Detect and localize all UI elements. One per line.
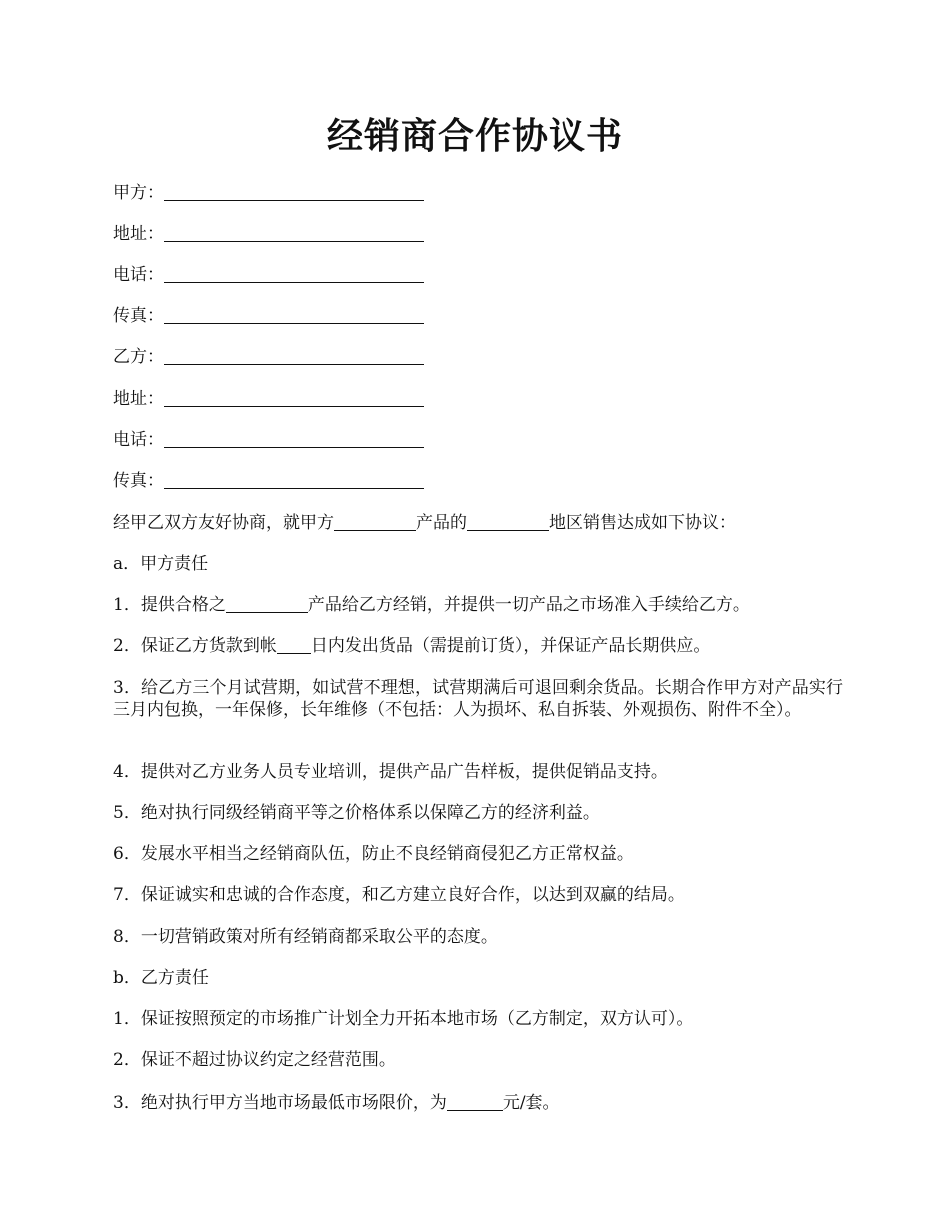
party-b-fax-field xyxy=(113,470,848,492)
field-label: 地址： xyxy=(113,224,164,244)
section-a-item-3: 3．给乙方三个月试营期，如试营不理想，试营期满后可退回剩余货品。长期合作甲方对产品实行三月内包换，一年保修，长年维修（不包括：人为损坏、私自拆装、外观损伤、附件不全）。 xyxy=(113,678,843,720)
item-text: 元/套。 xyxy=(502,1093,560,1113)
fill-blank xyxy=(164,306,424,324)
fill-blank xyxy=(164,389,424,407)
fill-blank xyxy=(164,347,424,365)
fill-blank xyxy=(164,183,424,201)
document-title: 经销商合作协议书 xyxy=(326,115,623,157)
section-b-item-1: 1．保证按照预定的市场推广计划全力开拓本地市场（乙方制定，双方认可）。 xyxy=(113,1009,694,1029)
fill-blank xyxy=(467,513,549,531)
section-a-item-7: 7．保证诚实和忠诚的合作态度，和乙方建立良好合作，以达到双赢的结局。 xyxy=(113,885,685,905)
section-a-item-6: 6．发展水平相当之经销商队伍，防止不良经销商侵犯乙方正常权益。 xyxy=(113,844,634,864)
party-b-name-field xyxy=(113,346,848,368)
item-text: 3．绝对执行甲方当地市场最低市场限价，为 xyxy=(113,1093,447,1113)
fill-blank xyxy=(164,224,424,242)
field-label: 甲方： xyxy=(113,183,164,203)
section-a-item-1 xyxy=(113,594,848,616)
field-label: 传真： xyxy=(113,306,164,326)
intro-text-3: 地区销售达成如下协议： xyxy=(549,513,736,533)
fill-blank xyxy=(164,471,424,489)
party-a-fax-field xyxy=(113,305,848,327)
party-a-name-field xyxy=(113,182,848,204)
section-a-item-4: 4．提供对乙方业务人员专业培训，提供产品广告样板，提供促销品支持。 xyxy=(113,762,668,782)
field-label: 乙方： xyxy=(113,347,164,367)
section-b-item-3 xyxy=(113,1092,848,1114)
fill-blank xyxy=(334,513,416,531)
section-b-heading: b．乙方责任 xyxy=(113,968,209,988)
intro-text-1: 经甲乙双方友好协商，就甲方 xyxy=(113,513,334,533)
item-text: 日内发出货品（需提前订货），并保证产品长期供应。 xyxy=(310,636,711,656)
field-label: 传真： xyxy=(113,471,164,491)
intro-paragraph xyxy=(113,512,848,534)
fill-blank xyxy=(277,636,311,654)
party-a-address-field xyxy=(113,223,848,245)
section-b-item-2: 2．保证不超过协议约定之经营范围。 xyxy=(113,1050,396,1070)
field-label: 电话： xyxy=(113,430,164,450)
party-b-address-field xyxy=(113,388,848,410)
section-a-item-8: 8．一切营销政策对所有经销商都采取公平的态度。 xyxy=(113,927,498,947)
fill-blank xyxy=(164,265,424,283)
item-text: 产品给乙方经销，并提供一切产品之市场准入手续给乙方。 xyxy=(307,595,750,615)
item-text: 1．提供合格之 xyxy=(113,595,226,615)
fill-blank xyxy=(226,595,308,613)
item-text: 2．保证乙方货款到帐 xyxy=(113,636,277,656)
fill-blank xyxy=(447,1093,503,1111)
fill-blank xyxy=(164,430,424,448)
section-a-item-2 xyxy=(113,635,848,657)
field-label: 地址： xyxy=(113,389,164,409)
section-a-item-5: 5．绝对执行同级经销商平等之价格体系以保障乙方的经济利益。 xyxy=(113,803,600,823)
section-a-heading: a．甲方责任 xyxy=(113,554,209,574)
intro-text-2: 产品的 xyxy=(416,513,467,533)
party-b-phone-field xyxy=(113,429,848,451)
field-label: 电话： xyxy=(113,265,164,285)
party-a-phone-field xyxy=(113,264,848,286)
